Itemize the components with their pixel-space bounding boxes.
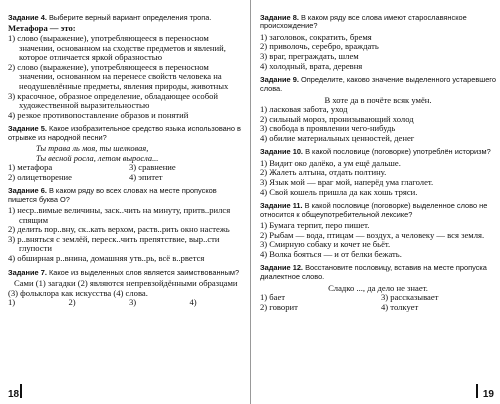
task-9-option: 3) свобода в проявлении чего-нибудь — [260, 123, 396, 134]
task-11-question: Задание 11. В какой пословице (поговорке) выделенное слово не относится к общеупотребительной лексике? — [260, 201, 488, 219]
task-12-option: 2) говорит — [260, 301, 298, 312]
task-5-poem-line: Ты трава ль моя, ты шелковая, — [36, 144, 149, 154]
task-4-option: 1) слово (выражение), употребляющееся в переносном значении, основанном на сходстве предметов и явлений, которое отличается яркой образностью — [8, 33, 226, 63]
task-9-option: 1) ласковая забота, уход — [260, 104, 348, 114]
task-5-option: 1) метафора — [8, 161, 53, 172]
task-12-example: Сладко ..., да дело не знает. — [328, 283, 428, 294]
page-marker — [20, 384, 22, 398]
task-4-question: Задание 4. Выберите верный вариант определения тропа. — [8, 13, 212, 22]
task-9-question: Задание 9. Определите, каково значение выделенного устаревшего слова. — [260, 75, 496, 93]
task-5-option: 4) эпитет — [129, 171, 163, 182]
task-4-option: 2) слово (выражение), употребляющееся в переносном значении, основанном на перенесе свойств человека на неодушевлённые предметы, явления природы, животных — [8, 61, 229, 91]
task-6-option: 3) р..вняться с землёй, переск..чить препятствие, выр..сти глупости — [8, 233, 220, 254]
task-11-option: 4) Волка бояться — и от белки бежать. — [260, 248, 402, 259]
task-6-option: 4) обширная р..внина, домашняя утв..рь, всё в..рвется — [8, 252, 205, 263]
task-7-option: 3) — [129, 297, 137, 308]
task-12-option: 4) толкует — [381, 301, 419, 312]
task-8-option: 2) приволочь, серебро, враждать — [260, 41, 379, 52]
task-9-option: 2) сильный мороз, пронизывающий холод — [260, 113, 414, 124]
task-7-option: 4) — [189, 297, 197, 308]
task-5-question: Задание 5. Какое изобразительное средство языка использовано в отрывке из народной песни? — [8, 124, 241, 142]
task-5-option: 2) олицетворение — [8, 171, 72, 182]
page-number: 19 — [482, 389, 494, 400]
task-5-poem-line: Ты весной росла, летом выросла... — [36, 153, 159, 163]
page-number: 18 — [8, 389, 20, 400]
task-6-option: 1) неср..вимые величины, заск..чить на минуту, притв..рился спящим — [8, 204, 231, 225]
task-7-options — [8, 298, 244, 308]
task-7-option: 2) — [68, 297, 76, 308]
right-page — [252, 0, 500, 404]
task-7-sentence: Сами (1) загадки (2) являются непревзойдёнными образцами (3) фольклора как искусства (4) слова. — [8, 277, 238, 298]
task-11-option: 2) Рыбам — вода, птицам — воздух, а человеку — вся земля. — [260, 229, 485, 240]
task-8-question: Задание 8. В каком ряду все слова имеют старославянское происхождение? — [260, 13, 467, 31]
task-6-question: Задание 6. В каком ряду во всех словах на месте пропусков пишется буква О? — [8, 186, 217, 204]
task-11-option: 1) Бумага терпит, перо пишет. — [260, 219, 370, 230]
task-8-option: 3) враг, преграждать, шлем — [260, 51, 359, 61]
task-7-option: 1) — [8, 297, 16, 308]
task-8-option: 1) заголовок, сократить, бремя — [260, 31, 372, 42]
task-4-option: 4) резкое противопоставление образов и понятий — [8, 109, 189, 120]
task-10-question: Задание 10. В какой пословице (поговорке) употреблён историзм? — [260, 147, 491, 157]
page-divider — [250, 0, 251, 404]
task-5-options — [8, 163, 244, 182]
task-5-option: 3) сравнение — [129, 161, 176, 172]
task-8-option: 4) холодный, врата, деревня — [260, 60, 363, 71]
task-10-option: 1) Видит око далёко, а ум ещё дальше. — [260, 157, 401, 168]
task-6-option: 2) делить пор..вну, ск..кать верхом, раств..рить окно настежь — [8, 224, 230, 235]
task-12-options — [260, 293, 496, 312]
task-10-option: 2) Жалеть алтына, отдать полтину. — [260, 167, 387, 178]
task-7-question: Задание 7. Какое из выделенных слов является заимствованным? — [8, 267, 240, 277]
task-12-option: 1) бает — [260, 292, 286, 303]
task-4-lead: Метафора — это: — [8, 23, 76, 34]
task-12-option: 3) рассказывает — [381, 292, 439, 303]
task-10-option: 3) Язык мой — враг мой, наперёд ума глаголет. — [260, 176, 434, 187]
task-12-question: Задание 12. Восстановите пословицу, вставив на месте пропуска диалектное слово. — [260, 263, 487, 281]
task-4-option: 3) красочное, образное определение, обладающее особой художественной выразительностью — [8, 90, 218, 111]
page-marker — [476, 384, 478, 398]
task-10-option: 4) Свой кошель пришла да как хошь тряси. — [260, 186, 418, 197]
task-9-example: В хоте да в почёте всяк умён. — [324, 95, 432, 105]
task-11-option: 3) Смирную собаку и кочет не бьёт. — [260, 239, 391, 250]
task-9-option: 4) обилие материальных ценностей, денег — [260, 132, 415, 143]
